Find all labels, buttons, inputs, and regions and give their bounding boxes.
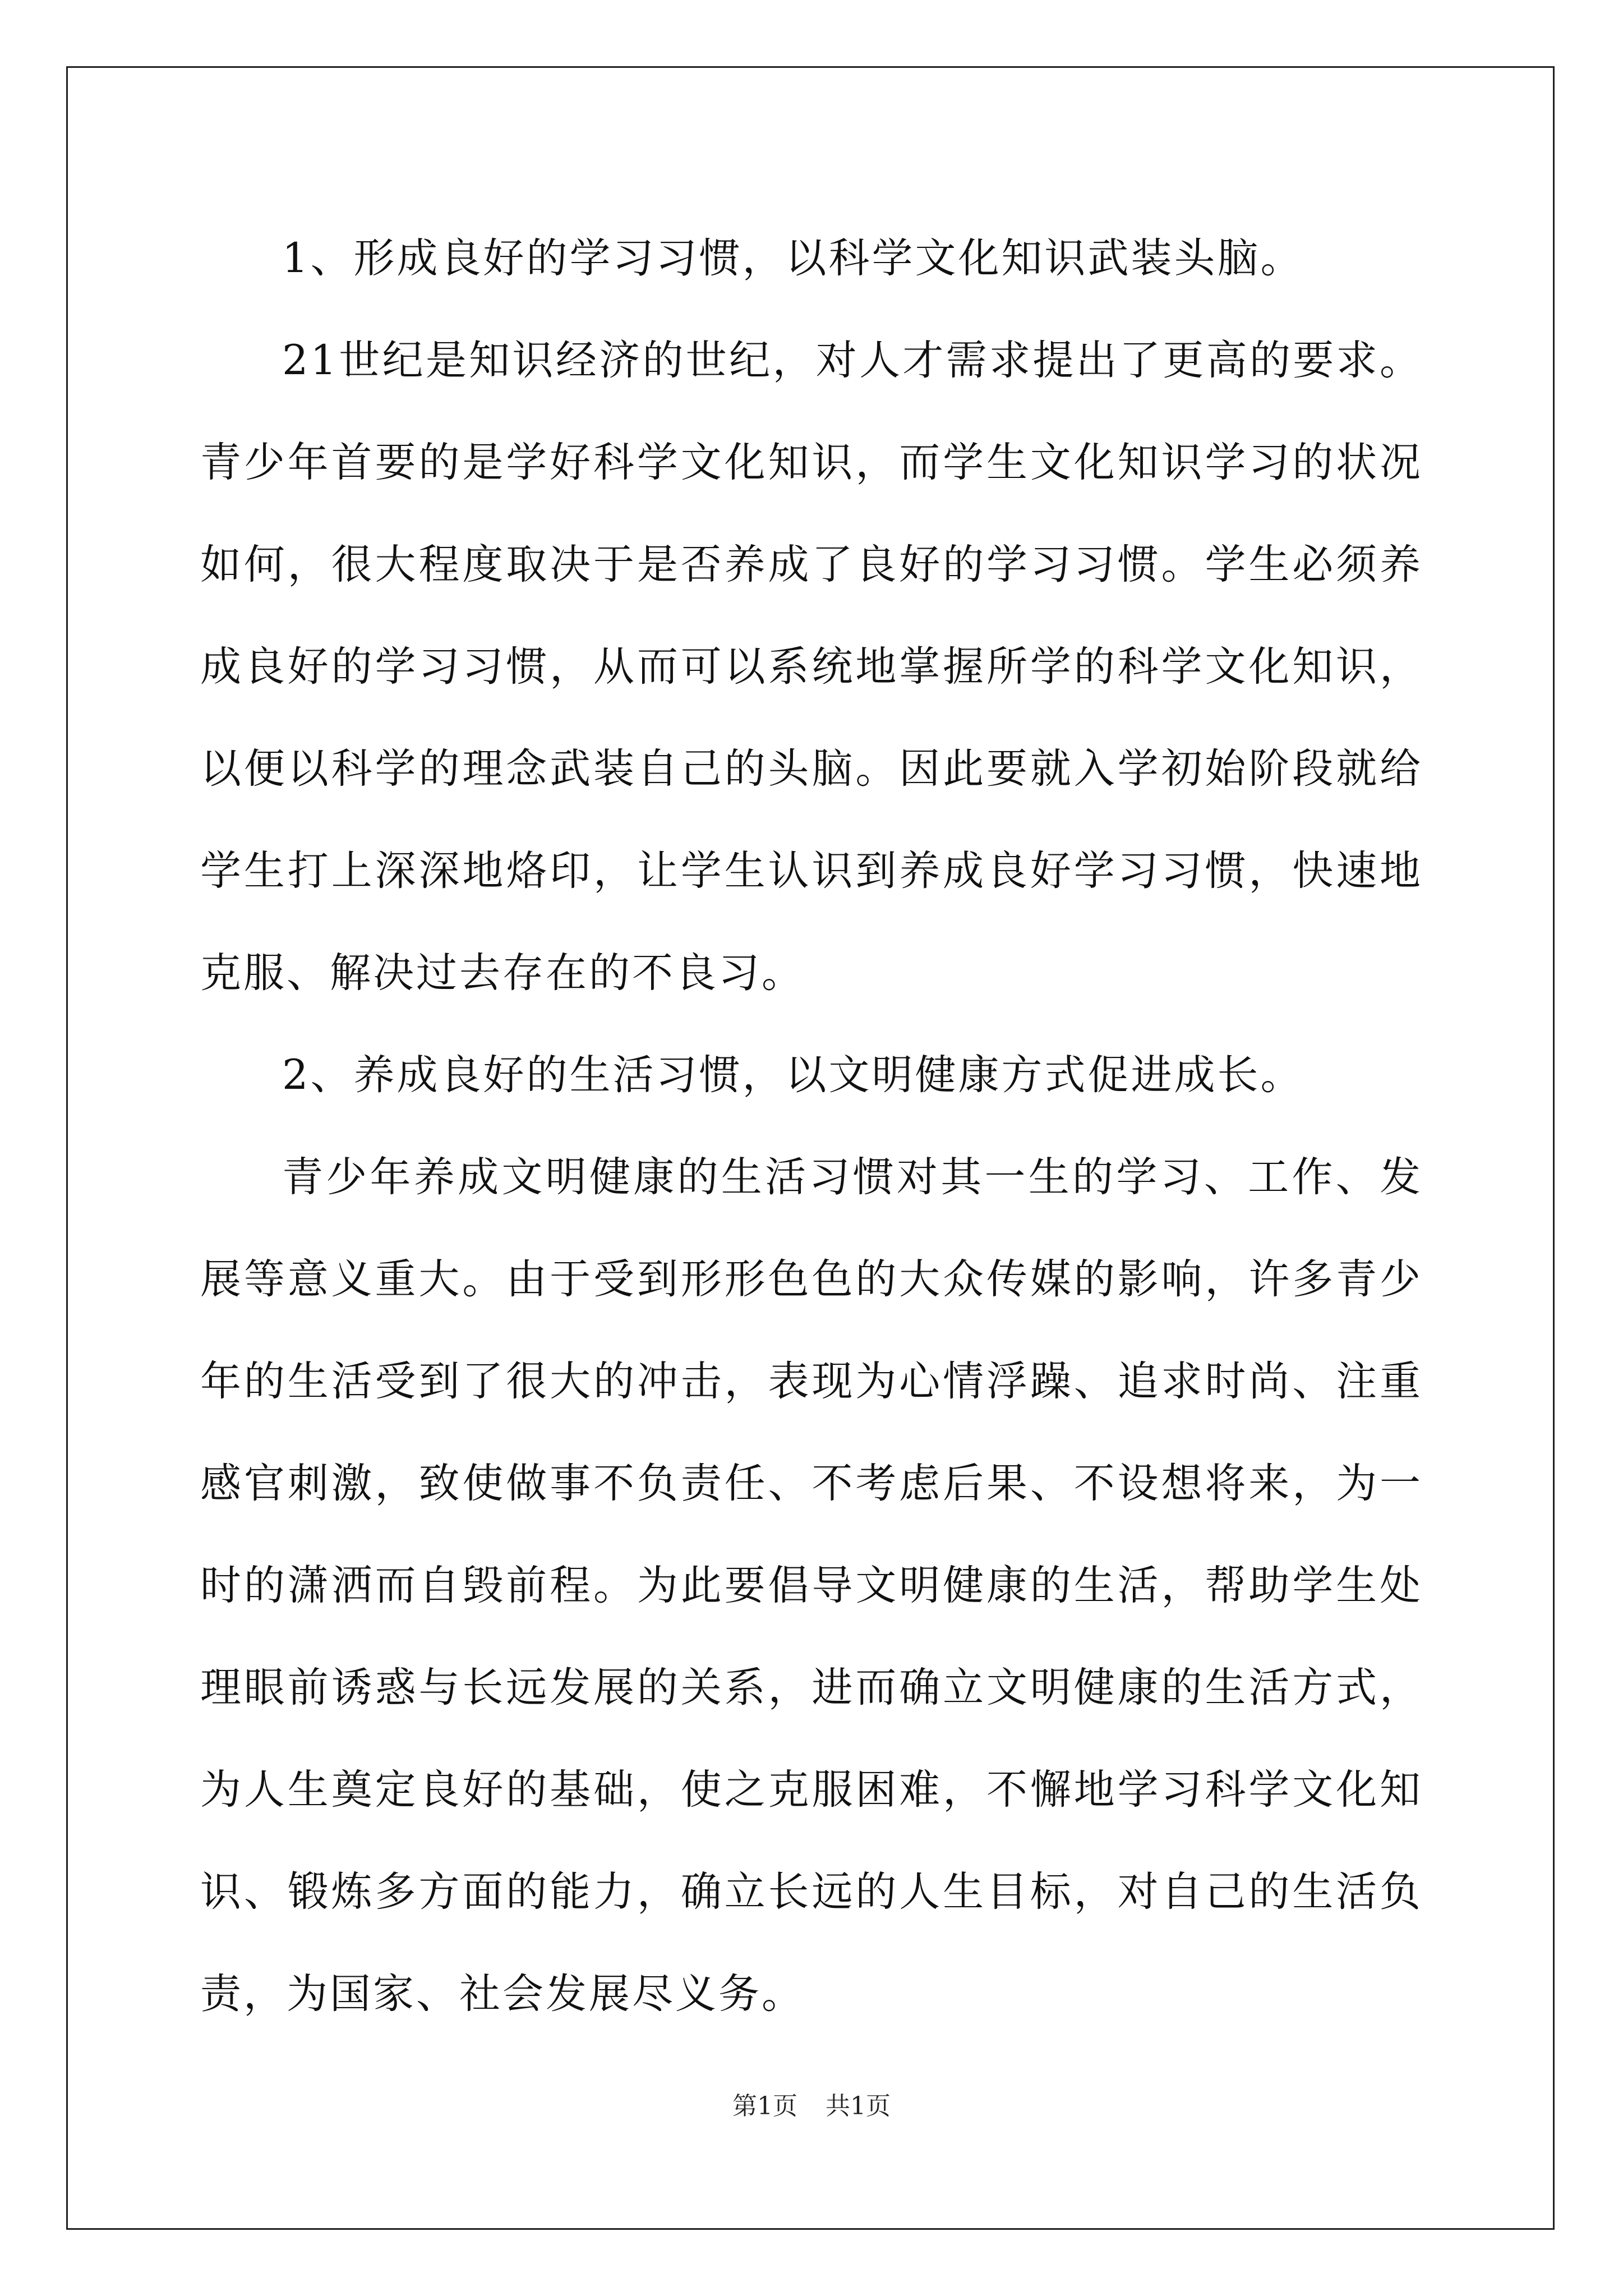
- document-body: [200, 208, 1423, 2045]
- paragraph-body-2: 青少年养成文明健康的生活习惯对其一生的学习、工作、发展等意义重大。由于受到形形色色的大众传媒的影响，许多青少年的生活受到了很大的冲击，表现为心情浮躁、追求时尚、注重感官刺激，致使做事不负责任、不考虑后果、不设想将来，为一时的潇洒而自毁前程。为此要倡导文明健康的生活，帮助学生处理眼前诱惑与长远发展的关系，进而确立文明健康的生活方式，为人生奠定良好的基础，使之克服困难，不懈地学习科学文化知识、锻炼多方面的能力，确立长远的人生目标，对自己的生活负责，为国家、社会发展尽义务。: [200, 1153, 1423, 2018]
- page-number-total: 共1页: [826, 2092, 891, 2120]
- page-footer: [0, 2090, 1623, 2123]
- paragraph-body-1: 21世纪是知识经济的世纪，对人才需求提出了更高的要求。青少年首要的是学好科学文化知识，而学生文化知识学习的状况如何，很大程度取决于是否养成了良好的学习习惯。学生必须养成良好的学习习惯，从而可以系统地掌握所学的科学文化知识，以便以科学的理念武装自己的头脑。因此要就入学初始阶段就给学生打上深深地烙印，让学生认识到养成良好学习习惯，快速地克服、解决过去存在的不良习。: [200, 337, 1423, 997]
- paragraph-heading-1: 1、形成良好的学习习惯，以科学文化知识武装头脑。: [282, 234, 1304, 282]
- page-number-current: 第1页: [732, 2092, 797, 2120]
- paragraph-heading-2: 2、养成良好的生活习惯，以文明健康方式促进成长。: [282, 1051, 1304, 1099]
